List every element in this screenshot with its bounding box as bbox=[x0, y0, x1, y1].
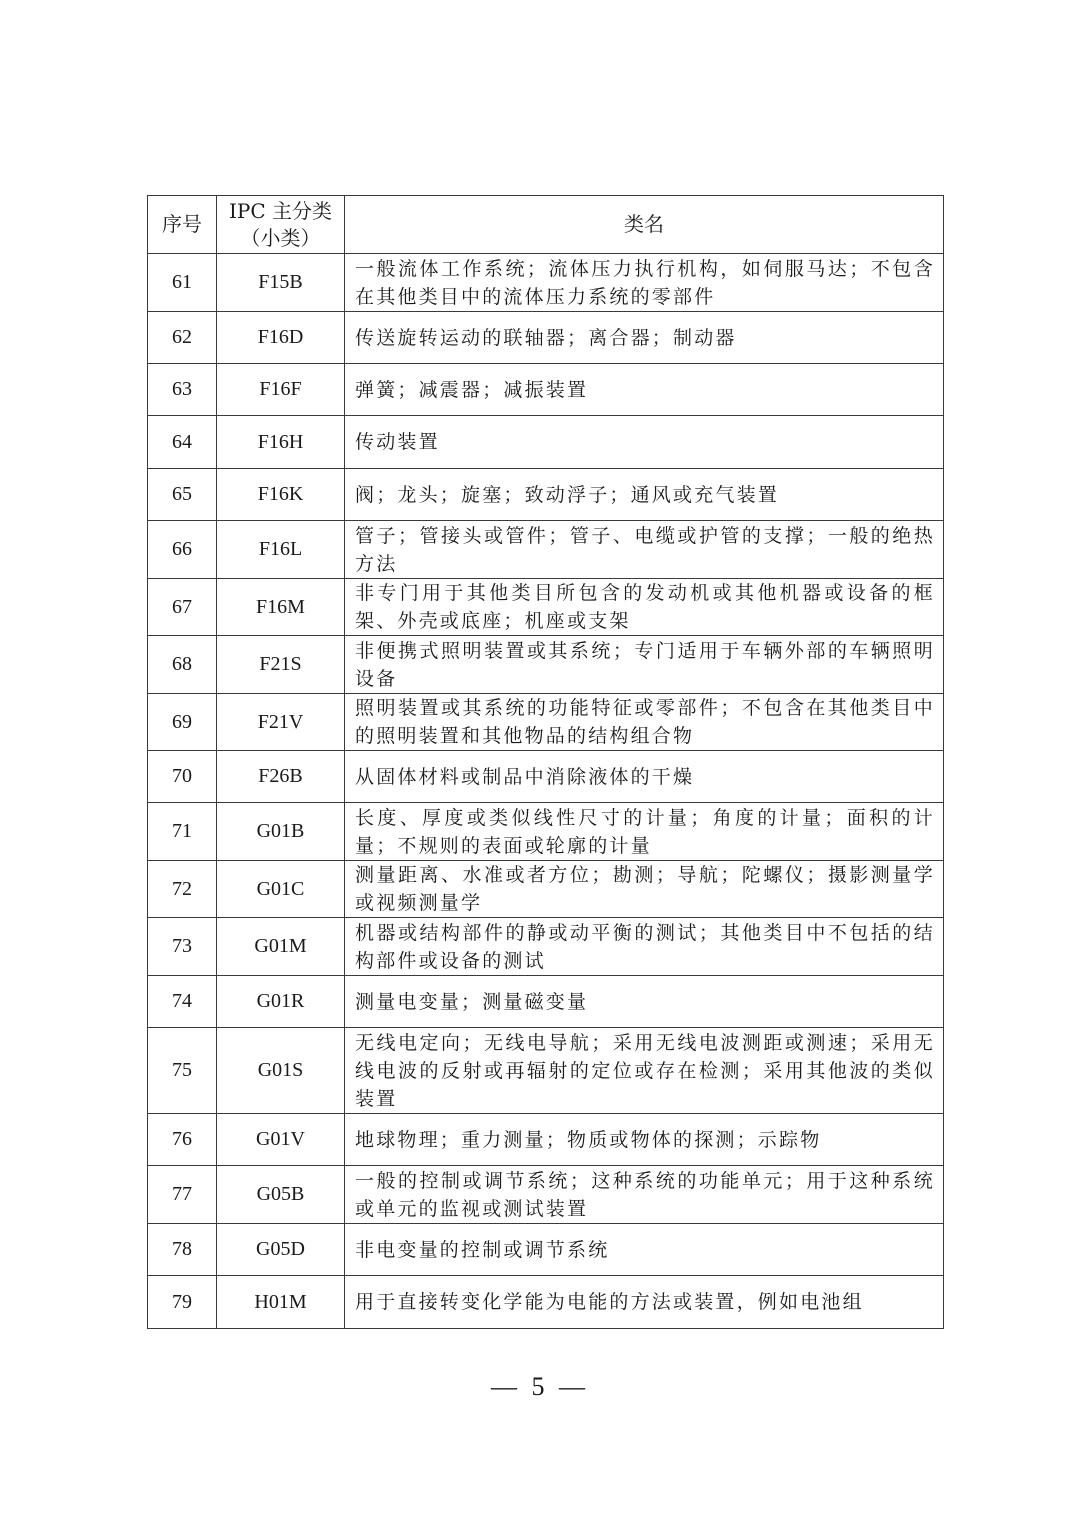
cell-no: 77 bbox=[148, 1166, 217, 1224]
cell-no: 61 bbox=[148, 254, 217, 312]
cell-no: 69 bbox=[148, 694, 217, 751]
cell-no: 63 bbox=[148, 364, 217, 416]
cell-no: 73 bbox=[148, 918, 217, 976]
cell-name: 一般流体工作系统；流体压力执行机构，如伺服马达；不包含在其他类目中的流体压力系统的零部件 bbox=[345, 254, 944, 312]
cell-ipc: F16K bbox=[217, 469, 345, 521]
cell-ipc: F21S bbox=[217, 636, 345, 694]
header-ipc-line2: （小类） bbox=[240, 225, 321, 250]
cell-ipc: F16M bbox=[217, 579, 345, 636]
cell-no: 66 bbox=[148, 521, 217, 579]
cell-no: 78 bbox=[148, 1224, 217, 1276]
table-row bbox=[148, 1166, 944, 1224]
cell-name: 无线电定向；无线电导航；采用无线电波测距或测速；采用无线电波的反射或再辐射的定位或存在检测；采用其他波的类似装置 bbox=[345, 1028, 944, 1114]
cell-no: 62 bbox=[148, 312, 217, 364]
cell-no: 76 bbox=[148, 1114, 217, 1166]
cell-name: 传送旋转运动的联轴器；离合器；制动器 bbox=[345, 312, 944, 364]
table-row bbox=[148, 364, 944, 416]
cell-ipc: G01S bbox=[217, 1028, 345, 1114]
table-header-row bbox=[148, 196, 944, 254]
table-row bbox=[148, 918, 944, 976]
table-row bbox=[148, 803, 944, 861]
cell-name: 传动装置 bbox=[345, 416, 944, 469]
cell-name: 长度、厚度或类似线性尺寸的计量；角度的计量；面积的计量；不规则的表面或轮廓的计量 bbox=[345, 803, 944, 861]
cell-ipc: G01V bbox=[217, 1114, 345, 1166]
cell-ipc: F26B bbox=[217, 751, 345, 803]
cell-ipc: G01C bbox=[217, 861, 345, 918]
cell-no: 74 bbox=[148, 976, 217, 1028]
header-name: 类名 bbox=[345, 196, 944, 254]
table-row bbox=[148, 416, 944, 469]
cell-name: 机器或结构部件的静或动平衡的测试；其他类目中不包括的结构部件或设备的测试 bbox=[345, 918, 944, 976]
cell-ipc: G05D bbox=[217, 1224, 345, 1276]
cell-ipc: F15B bbox=[217, 254, 345, 312]
cell-ipc: F16H bbox=[217, 416, 345, 469]
cell-name: 阀；龙头；旋塞；致动浮子；通风或充气装置 bbox=[345, 469, 944, 521]
cell-name: 非电变量的控制或调节系统 bbox=[345, 1224, 944, 1276]
cell-no: 71 bbox=[148, 803, 217, 861]
cell-no: 75 bbox=[148, 1028, 217, 1114]
cell-name: 用于直接转变化学能为电能的方法或装置，例如电池组 bbox=[345, 1276, 944, 1329]
cell-ipc: F21V bbox=[217, 694, 345, 751]
table-row bbox=[148, 254, 944, 312]
cell-no: 68 bbox=[148, 636, 217, 694]
header-ipc bbox=[217, 196, 345, 254]
table-body bbox=[148, 254, 944, 1329]
table-row bbox=[148, 1114, 944, 1166]
page-number: — 5 — bbox=[491, 1372, 589, 1401]
table-row bbox=[148, 579, 944, 636]
cell-no: 65 bbox=[148, 469, 217, 521]
table-row bbox=[148, 312, 944, 364]
cell-name: 从固体材料或制品中消除液体的干燥 bbox=[345, 751, 944, 803]
table-row bbox=[148, 521, 944, 579]
cell-name: 管子；管接头或管件；管子、电缆或护管的支撑；一般的绝热方法 bbox=[345, 521, 944, 579]
table-row bbox=[148, 861, 944, 918]
cell-no: 70 bbox=[148, 751, 217, 803]
cell-ipc: G01M bbox=[217, 918, 345, 976]
cell-name: 照明装置或其系统的功能特征或零部件；不包含在其他类目中的照明装置和其他物品的结构组合物 bbox=[345, 694, 944, 751]
table-row bbox=[148, 1028, 944, 1114]
ipc-classification-table bbox=[147, 195, 944, 1329]
cell-no: 79 bbox=[148, 1276, 217, 1329]
cell-ipc: H01M bbox=[217, 1276, 345, 1329]
cell-ipc: G01B bbox=[217, 803, 345, 861]
cell-name: 弹簧；减震器；减振装置 bbox=[345, 364, 944, 416]
table-row bbox=[148, 1276, 944, 1329]
cell-no: 72 bbox=[148, 861, 217, 918]
table-row bbox=[148, 751, 944, 803]
cell-no: 64 bbox=[148, 416, 217, 469]
cell-ipc: F16L bbox=[217, 521, 345, 579]
cell-name: 非专门用于其他类目所包含的发动机或其他机器或设备的框架、外壳或底座；机座或支架 bbox=[345, 579, 944, 636]
cell-ipc: F16F bbox=[217, 364, 345, 416]
cell-name: 地球物理；重力测量；物质或物体的探测；示踪物 bbox=[345, 1114, 944, 1166]
cell-name: 测量电变量；测量磁变量 bbox=[345, 976, 944, 1028]
cell-no: 67 bbox=[148, 579, 217, 636]
table-row bbox=[148, 1224, 944, 1276]
table-row bbox=[148, 469, 944, 521]
cell-ipc: F16D bbox=[217, 312, 345, 364]
header-ipc-line1: IPC 主分类 bbox=[228, 198, 333, 223]
cell-name: 一般的控制或调节系统；这种系统的功能单元；用于这种系统或单元的监视或测试装置 bbox=[345, 1166, 944, 1224]
table-row bbox=[148, 976, 944, 1028]
cell-ipc: G01R bbox=[217, 976, 345, 1028]
cell-ipc: G05B bbox=[217, 1166, 345, 1224]
cell-name: 测量距离、水准或者方位；勘测；导航；陀螺仪；摄影测量学或视频测量学 bbox=[345, 861, 944, 918]
table-row bbox=[148, 694, 944, 751]
header-no: 序号 bbox=[148, 196, 217, 254]
table-row bbox=[148, 636, 944, 694]
cell-name: 非便携式照明装置或其系统；专门适用于车辆外部的车辆照明设备 bbox=[345, 636, 944, 694]
